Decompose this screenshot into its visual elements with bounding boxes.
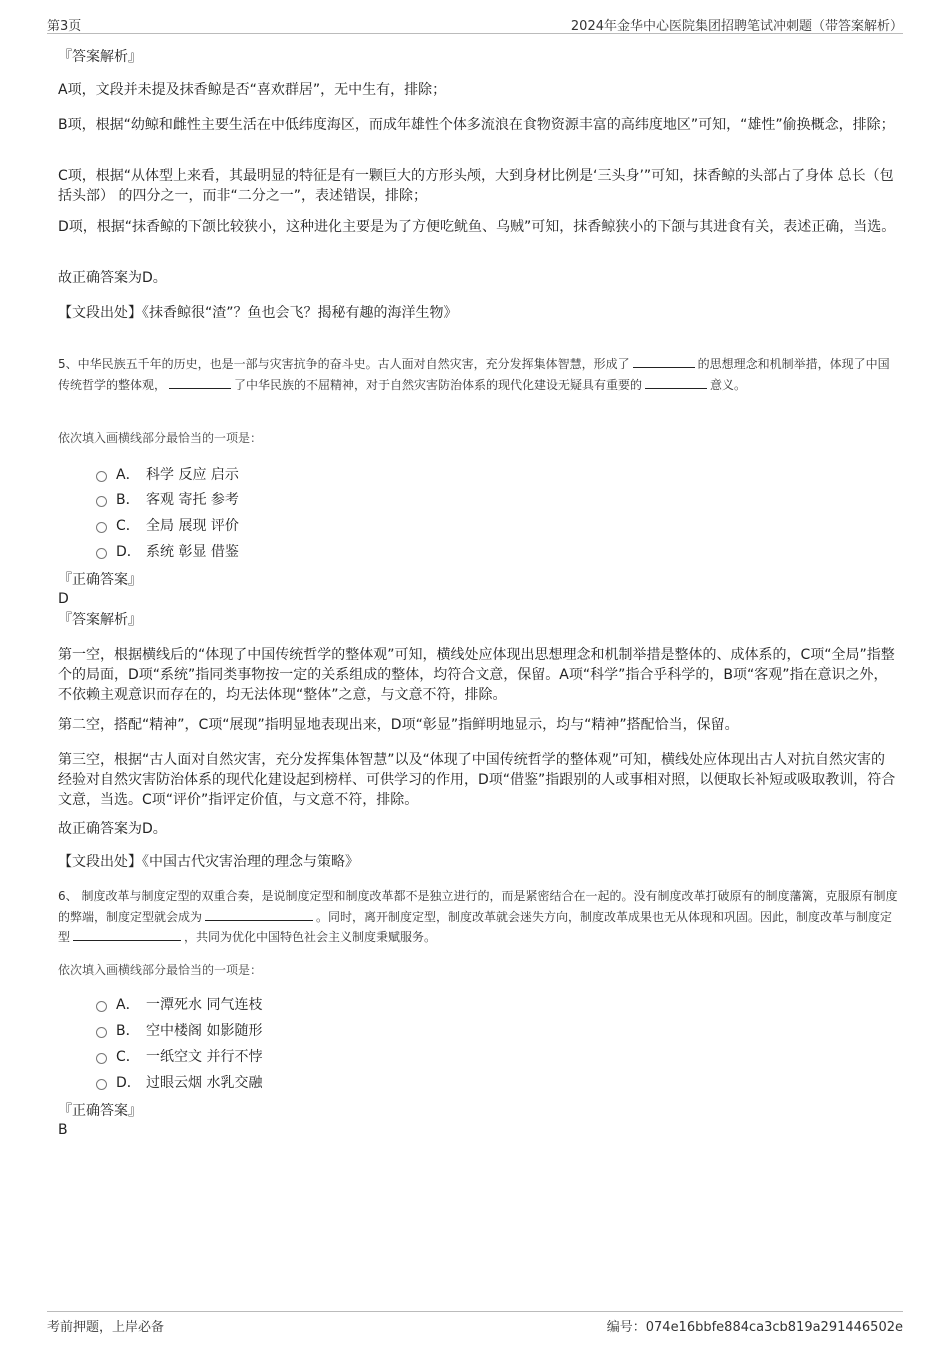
radio-icon[interactable] — [96, 548, 107, 559]
option-text: 全局 展现 评价 — [146, 518, 239, 534]
q4-analysis-label: 『答案解析』 — [58, 49, 142, 65]
radio-icon[interactable] — [96, 471, 107, 482]
footer-slogan: 考前押题，上岸必备 — [47, 1320, 165, 1335]
radio-icon[interactable] — [96, 522, 107, 533]
q5-source: 【文段出处】《中国古代灾害治理的理念与策略》 — [58, 854, 359, 870]
q5-analysis-2: 第二空，搭配“精神”，C项“展现”指明显地表现出来，D项“彰显”指鲜明地显示，均与“精神”搭配恰当，保留。 — [58, 717, 739, 733]
q5-option-c[interactable] — [96, 517, 239, 535]
option-text: 一纸空文 并行不悖 — [146, 1049, 263, 1065]
option-text: 过眼云烟 水乳交融 — [146, 1075, 263, 1091]
q5-analysis-1: 第一空，根据横线后的“体现了中国传统哲学的整体观”可知，横线处应体现出思想理念和机制举措是整体的、成体系的，C项“全局”指整个的局面，D项“系统”指同类事物按一定的关系组成的整体，均符合文意，保留。A项“科学”指合乎科学的，B项“客观”指在意识之外，不依赖主观意识而存在的，均无法体现“整体”之意，与文意不符，排除。 — [58, 647, 895, 703]
q4-analysis-c: C项，根据“从体型上来看，其最明显的特征是有一颗巨大的方形头颅，大到身材比例是‘三头身’”可知，抹香鲸的头部占了身体 总长（包括头部） 的四分之一，而非“二分之一”，表述错误，排除； — [58, 168, 894, 204]
q5-blank-1 — [633, 354, 695, 368]
q5-stem — [58, 354, 898, 395]
q5-conclusion: 故正确答案为D。 — [58, 821, 167, 837]
page-number: 第3页 — [47, 19, 82, 34]
q5-option-a[interactable] — [96, 466, 239, 484]
q5-blank-2 — [169, 375, 231, 389]
document-id: 编号：074e16bbfe884ca3cb819a291446502e — [606, 1320, 903, 1335]
page-footer — [47, 1311, 903, 1334]
option-letter: A． — [116, 467, 140, 483]
option-letter: B． — [116, 492, 140, 508]
q6-option-c[interactable] — [96, 1048, 262, 1066]
radio-icon[interactable] — [96, 1027, 107, 1038]
page-header — [47, 13, 903, 34]
q4-conclusion: 故正确答案为D。 — [58, 270, 167, 286]
option-letter: A． — [116, 997, 140, 1013]
q6-option-d[interactable] — [96, 1074, 262, 1092]
option-letter: B． — [116, 1023, 140, 1039]
option-text: 一潭死水 同气连枝 — [146, 997, 263, 1013]
option-text: 系统 彰显 借鉴 — [146, 544, 239, 560]
q4-analysis-b: B项，根据“幼鲸和雌性主要生活在中低纬度海区，而成年雄性个体多流浪在食物资源丰富的高纬度地区”可知，“雄性”偷换概念，排除； — [58, 117, 895, 133]
q5-stem-part-1: 5、中华民族五千年的历史，也是一部与灾害抗争的奋斗史。古人面对自然灾害，充分发挥集体智慧，形成了 — [58, 357, 630, 371]
option-text: 科学 反应 启示 — [146, 467, 239, 483]
q6-stem-part-1: 6、 制度改革与制度定型的双重合奏，是说制度定型和制度改革都不是独立进行的，而是紧密结合在一起的。没有制度改革打破原有的制度藩篱，克服原有制度的弊端，制度定型就会成为 — [58, 889, 898, 924]
q5-stem-part-3: 了中华民族的不屈精神，对于自然灾害防治体系的现代化建设无疑具有重要的 — [234, 377, 643, 392]
q5-stem-part-4: 意义。 — [710, 377, 747, 392]
q6-stem — [58, 886, 898, 948]
radio-icon[interactable] — [96, 496, 107, 507]
q5-blank-3 — [645, 375, 707, 389]
q4-analysis-a: A项，文段并未提及抹香鲸是否“喜欢群居”，无中生有，排除； — [58, 82, 447, 98]
option-letter: D． — [116, 1075, 141, 1091]
q5-instruction: 依次填入画横线部分最恰当的一项是： — [58, 431, 263, 445]
q6-stem-part-2: 。同时，离开制度定型，制度改革就会迷失方向，制度改革成果也无从体现和巩固。因此，制度改革与制度定型 — [58, 909, 893, 944]
q5-stem-part-2: 的思想理念和机制举措，体现了中国传统哲学的整体观， — [58, 357, 890, 392]
q6-option-a[interactable] — [96, 996, 262, 1014]
q4-source: 【文段出处】《抹香鲸很“渣”？鱼也会飞？揭秘有趣的海洋生物》 — [58, 305, 458, 321]
document-title: 2024年金华中心医院集团招聘笔试冲刺题（带答案解析） — [570, 19, 903, 34]
q6-blank-2 — [73, 927, 181, 941]
radio-icon[interactable] — [96, 1053, 107, 1064]
option-letter: D． — [116, 544, 141, 560]
option-text: 空中楼阁 如影随形 — [146, 1023, 263, 1039]
q5-correct-label: 『正确答案』 — [58, 572, 142, 588]
q4-analysis-d: D项，根据“抹香鲸的下颌比较狭小，这种进化主要是为了方便吃鱿鱼、乌贼”可知，抹香鲸狭小的下颌与其进食有关，表述正确，当选。 — [58, 219, 896, 235]
radio-icon[interactable] — [96, 1001, 107, 1012]
q6-correct-label: 『正确答案』 — [58, 1103, 142, 1119]
q6-option-b[interactable] — [96, 1022, 262, 1040]
option-letter: C． — [116, 1049, 140, 1065]
q5-option-b[interactable] — [96, 491, 239, 509]
q5-option-d[interactable] — [96, 543, 239, 561]
q6-instruction: 依次填入画横线部分最恰当的一项是： — [58, 963, 263, 977]
q5-analysis-3: 第三空，根据“古人面对自然灾害，充分发挥集体智慧”以及“体现了中国传统哲学的整体观”可知，横线处应体现出古人对抗自然灾害的经验对自然灾害防治体系的现代化建设起到榜样、可供学习的作用，D项“借鉴”指跟别的人或事相对照，以便取长补短或吸取教训，符合文意，当选。C项“评价”指评定价值，与文意不符，排除。 — [58, 752, 896, 808]
q6-correct-answer: B — [58, 1122, 68, 1138]
q6-blank-1 — [205, 907, 313, 921]
q6-stem-part-3: ，共同为优化中国特色社会主义制度秉赋服务。 — [184, 930, 437, 944]
radio-icon[interactable] — [96, 1079, 107, 1090]
q5-analysis-label: 『答案解析』 — [58, 612, 142, 628]
option-text: 客观 寄托 参考 — [146, 492, 239, 508]
option-letter: C． — [116, 518, 140, 534]
q5-correct-answer: D — [58, 591, 69, 607]
